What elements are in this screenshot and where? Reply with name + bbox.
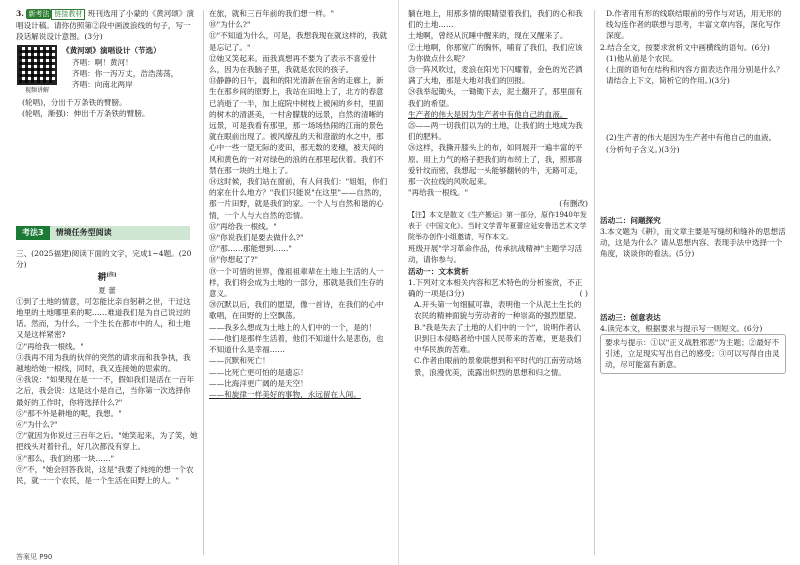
q1-option-b: B."我是失去了土地的人们中的一个"，说明作者认识到日本侵略者给中国人民带来的苦难，更是我们中华民族的苦难。 [414, 322, 582, 355]
essay-paragraph: ⑱"你想起了?" [209, 255, 259, 265]
essay-paragraph: ——沉默和死亡！ [209, 356, 270, 366]
right-col-2 [600, 8, 786, 374]
essay-paragraph: ②土地啊，你那宽广的胸怀，哺育了我们，我们应该为你做点什么呢？ [408, 42, 583, 63]
activity-1-title: 活动一：文本赏析 [408, 266, 469, 276]
left-col-2 [209, 8, 389, 400]
band-label: 考法3 [16, 226, 50, 240]
right-col-1 [408, 8, 588, 378]
q3-line: (轮唱)，分出千万条铁的臂膀。 [22, 97, 127, 107]
essay-paragraph: ⑯"你说我们是要去做什么?" [209, 233, 304, 243]
essay-paragraph: ㉓一阵风吹过，麦浪在阳光下闪耀着，金色的光芒洒满了大地，那是大地对我们的回报。 [408, 65, 583, 86]
q3-text: 班刊选用了小蒙的《黄河颂》演唱设计稿。请你仿照第②段中画波浪线的句子，写一段话解说设计意图。(3分) [16, 9, 195, 42]
essay-paragraph: ⑭这时候，我们站在窗前，有人问我们："姐姐，你们的家在什么地方？"我们只能说"在这里"——自然的，那一片田野，就是我们的家。一个人与自然和谐的心情，一个人与大自然的恋情。 [209, 177, 388, 220]
qr-label: 视频讲解 [24, 87, 49, 95]
essay-paragraph: ⑧"那么，我们的那一块……" [16, 453, 115, 463]
q2-text: 2.结合全文，按要求赏析文中画横线的语句。(6分) [600, 42, 770, 52]
q1-option-d: D.作者用有形的线联结眼前的劳作与对话，用无形的线勾连作者的联想与思考，丰富文章内容，深化写作深度。 [606, 9, 782, 41]
task-intro: 班级开展"学习革命作品，传承抗战精神"主题学习活动，请你参与。 [408, 244, 583, 265]
essay-paragraph: ——比死亡更可怕的是遗忘！ [209, 367, 308, 377]
q3-line: 齐唱：你一泻万丈，浩浩荡荡， [72, 68, 179, 78]
essay-paragraph: ⑤"那不外是耕地的呢，我想。" [16, 408, 122, 418]
essay-title-note: [注] [106, 272, 117, 279]
q1-option-a: A.开头第一句细腻可靠，表明他一个从泥土生长的农民的精神面貌与劳动者的一种崇高的强烈愿望。 [414, 300, 582, 321]
essay-paragraph: "再给我一根线。" [408, 188, 469, 198]
author-note: 【注】本文是散文《生产搬运》第一部分，原作1940年发表于《中国文化》。当时文学青年夏蕾应延安鲁迅艺术文学院举办创作小组邀请，写作本文。 [408, 210, 587, 242]
essay-paragraph: ——和旋律一样美好的事物，永远留在人间。 [209, 389, 361, 399]
qr-code-icon[interactable] [17, 45, 57, 85]
activity-3-title: 活动三：创意表达 [600, 312, 661, 322]
essay-paragraph: ⑥"为什么?" [16, 420, 58, 430]
essay-paragraph: ②"再给我一根线。" [16, 341, 84, 351]
band-title: 情境任务型阅读 [55, 228, 112, 237]
essay-paragraph: ⑨"不，"她会回答我说，这是"我要了纯纯的想一个农民，就一一个农民，是一个生活在田野上的人。" [16, 464, 194, 486]
essay-paragraph: ㉔我举起锄头，一锄锄下去，泥土翻开了，那里面有我们的希望。 [408, 87, 583, 108]
q2-2: (2)生产者的伟大是因为生产者中有他自己的血液。 [606, 133, 777, 143]
textbook-link-tag: 链接教材 [51, 9, 85, 20]
left-col-1 [16, 8, 198, 119]
essay-paragraph: ⑮"再给我一根线。" [209, 221, 277, 231]
q2-1-hint: (上面的语句在结构和内容方面表达作用分别是什么？请结合上下文，简析它的作用。)(3分) [606, 65, 784, 86]
answer-reference: 答案见 P90 [16, 553, 53, 561]
essay-paragraph: ⑬静静的日午，温和的阳光清新在宿舍的走廊上，新生在那乡间的原野上，我站在田地上了，北方的春意已消逝了一半，加上庭院中树枝上被闲的乡村，里面的树木的清湛美，一村舍朦胧的远景，自然的清晰的远景，可是我看有那里，那一场场热闹的江南的景色就在眼前出现了。被风缭乱的天和澄澈的水之中，那心中一些一望无际的麦田，那无数的麦穗，被天间的风和黄色的一对对绿色的浪的在那里起伏着。我们不禁在那一块的土地上了。 [209, 76, 384, 175]
essay-paragraph: ⑩"为什么?" [209, 20, 251, 30]
essay-paragraph: ③我再不用为我的伙伴的突然的请求而和我争执，我越地给她一根线，同时，我又连接她的思索的。 [16, 352, 191, 374]
adaptation-note: (有删改) [559, 199, 588, 209]
activity-2-title: 活动二：问题探究 [600, 215, 661, 225]
essay-paragraph: ①到了土地的情意，可怎能比亲自躬耕之世，干过这地里的土地哪里来的呢……难道我们是为自己说过的话。然而，为什么，一个生长在都市中的人，和土地又是这样紧密? [16, 296, 191, 340]
left-col-1-essay [16, 248, 198, 486]
q3-line: (轮唱，渐强)：伸出千万条铁的臂膀。 [22, 108, 150, 118]
q3-line: 齐唱：啊！黄河！ [72, 57, 133, 67]
q3-problem: 3.本文题为《耕》，而文章主要是写缝纫和缝补的思想活动，这是为什么？请从思想内容、表现手法中选择一个角度，谈谈你的看法。(5分) [600, 227, 786, 259]
answer-space[interactable] [600, 260, 786, 312]
q1-text: 1.下列对文本相关内容和艺术特色的分析鉴赏，不正确的一项是(3分) [408, 277, 583, 299]
left-page [0, 0, 399, 565]
q3-line: 齐唱：向南北两岸 [72, 80, 133, 90]
new-method-tag: 新考法 [28, 10, 50, 18]
column-divider [594, 10, 595, 555]
essay-paragraph: ⑪"不知道为什么，可是，我想我现在就这样的，我就是忘记了。" [209, 31, 388, 52]
q2-1: (1)他从前是个农民。 [606, 53, 678, 63]
q1-answer-paren[interactable]: ( ) [579, 289, 588, 299]
q3-song-title: 《黄河颂》演唱设计（节选） [62, 46, 161, 56]
q2-2-hint: (分析句子含义。)(3分) [606, 144, 680, 154]
section-band [16, 226, 190, 240]
essay-paragraph: ㉖这样，我撕开膝头上的布，如同展开一遍丰富的平原。用上力气的格子把我们的布纫上了，我，照那喜爱针纹而密，我想起一头能够翻转的牛，无路可走，那一次拉线的风吹起来。 [408, 143, 583, 187]
essay-paragraph: ㉕——两一切我们以为的土地，让我们的土地成为我们的肥料。 [408, 121, 583, 142]
essay-paragraph: 在旅，就和三百年前的我们想一样。" [209, 9, 334, 18]
essay-paragraph: 躺在地上，用那多情的眼睛望着我们，我们的心和我们的土地…… [408, 9, 583, 30]
right-page [402, 0, 800, 565]
essay-paragraph: ⑳沉默以后，我们的愿望，像一首诗，在我们的心中歌唱，在田野的上空飘荡。 [209, 300, 384, 321]
answer-space[interactable] [600, 155, 786, 215]
answer-space[interactable] [600, 86, 786, 132]
essay-paragraph: 土地啊，曾经从沉睡中醒来的，现在又醒来了。 [408, 31, 568, 41]
column-divider [203, 10, 204, 555]
essay-paragraph: ⑦"就因为你说过三百年之后。"她笑起来，为了笑，她把线头对着针孔，好几次都没有穿上。 [16, 431, 198, 452]
essay-paragraph: ——比海洋更广阔的是天空！ [209, 378, 308, 388]
section-intro: 三、(2025福建)阅读下面的文字，完成1~4题。(20分) [16, 249, 192, 270]
q1-option-c: C.作者由眼前的景象联想到和平时代的江南劳动场景，浪漫优美，流露出炽烈的思想和归之情。 [414, 356, 582, 377]
essay-author: 夏 蕾 [98, 285, 116, 295]
essay-paragraph: ⑫她又笑起来。而我真想再不要为了表示不喜爱什么，因为在我脑子里，我就是农民的孩子。 [209, 53, 377, 75]
q4-requirements-box: 要求与提示：①以"正义战胜邪恶"为主题；②最好不引述，立足现实写出自己的感受；③可以写得自由灵动，尽可能富有新意。 [600, 334, 786, 374]
essay-paragraph: ⑰"那……那能想到……" [209, 244, 292, 254]
essay-paragraph: ——他们是那样生活着，他们不知道什么是悲伤，也不知道什么是幸福…… [209, 333, 384, 355]
essay-paragraph: 生产者的伟大是因为生产者中有他自己的血液。 [408, 109, 568, 119]
essay-paragraph: ⑲一个可惜的世界，像祖祖辈辈在土地上生活的人一样，我们将会成为土地的一部分，那就是我们生存的意义。 [209, 266, 384, 299]
q3-number: 3. [16, 9, 24, 18]
essay-title: 耕 [97, 273, 107, 284]
essay-paragraph: ④我说："如果现在是一一不，假如我们是活在一百年之后，我会说：这是这小是自己，当你第一次选择你最好的工作时，你将选择什么?" [16, 375, 195, 407]
essay-paragraph: ——我多么想成为土地上的人们中的一个，是的！ [209, 322, 377, 332]
q4-text: 4.读完本文，根据要求与提示写一则短文。(6分) [600, 323, 763, 333]
